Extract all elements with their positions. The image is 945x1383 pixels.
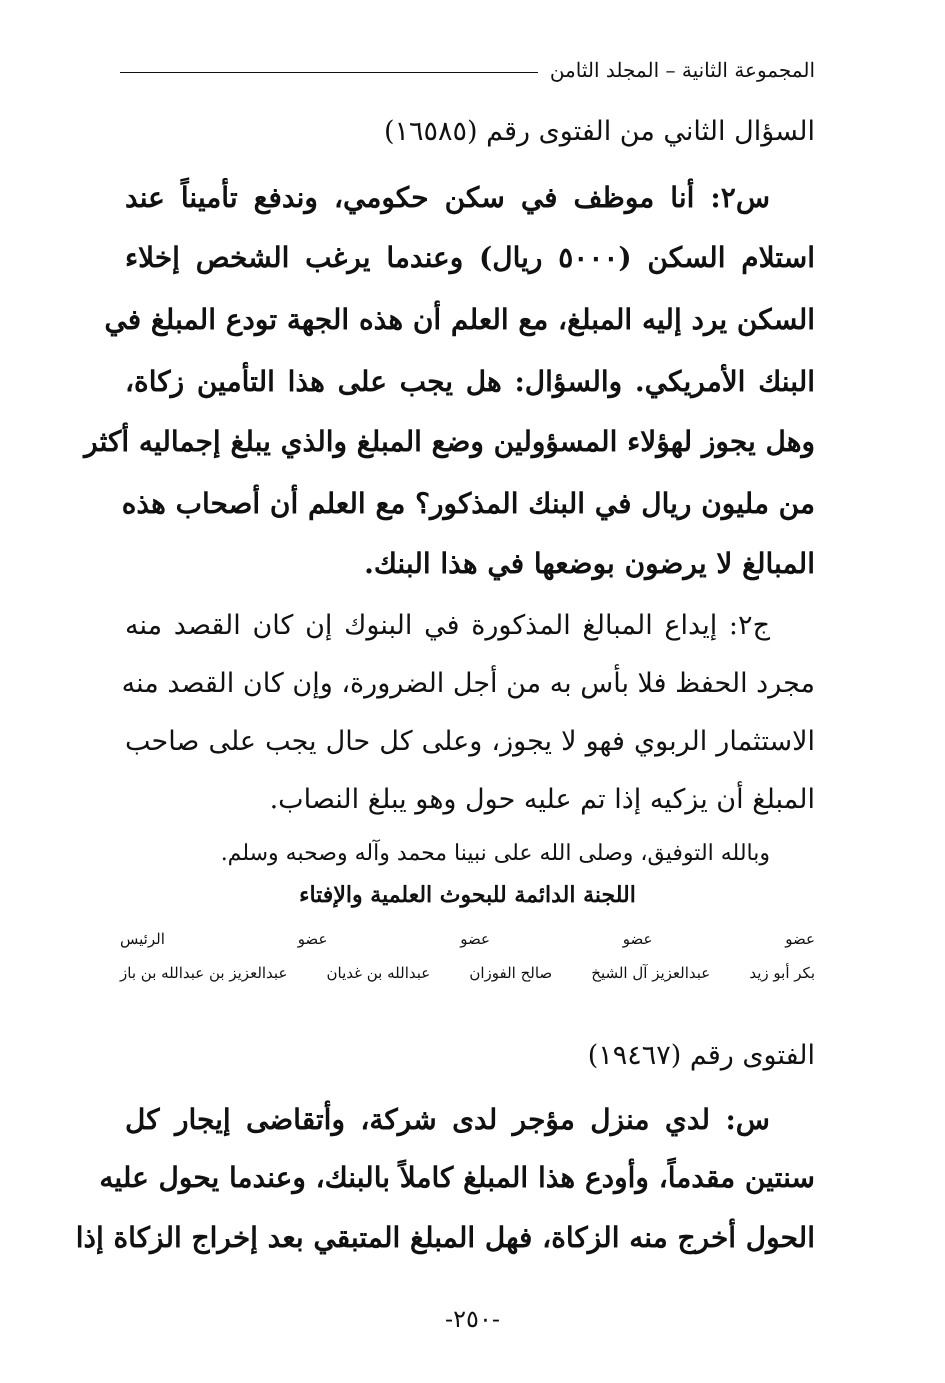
page-number: -٢٥٠- <box>445 1305 500 1333</box>
question-line: السكن يرد إليه المبلغ، مع العلم أن هذه الجهة تودع المبلغ في <box>104 303 815 336</box>
closing-line: وبالله التوفيق، وصلى الله على نبينا محمد وآله وصحبه وسلم. <box>220 841 770 866</box>
question-line: س٢: أنا موظف في سكن حكومي، وندفع تأميناً عند <box>125 181 770 214</box>
question-line: البنك الأمريكي. والسؤال: هل يجب على هذا التأمين زكاة، <box>125 365 815 398</box>
answer-line: مجرد الحفظ فلا بأس به من أجل الضرورة، وإن كان القصد منه <box>121 668 815 699</box>
member-role: عضو <box>460 930 490 948</box>
member-role: عضو <box>785 930 815 948</box>
question-line: من مليون ريال في البنك المذكور؟ مع العلم أن أصحاب هذه <box>121 487 815 520</box>
answer-line: الاستثمار الربوي فهو لا يجوز، وعلى كل حال يجب على صاحب <box>125 726 815 757</box>
question-line: س: لدي منزل مؤجر لدى شركة، وأتقاضى إيجار كل <box>125 1103 770 1136</box>
member-role: عضو <box>622 930 653 948</box>
question-line: المبالغ لا يرضون بوضعها في هذا البنك. <box>364 547 815 580</box>
header-rule <box>120 72 538 73</box>
member-role: عضو <box>297 930 328 948</box>
answer-line: ج٢: إيداع المبالغ المذكورة في البنوك إن كان القصد منه <box>125 610 770 641</box>
fatwa1-heading: السؤال الثاني من الفتوى رقم (١٦٥٨٥) <box>383 116 815 147</box>
member-roles <box>120 930 815 948</box>
header-title: المجموعة الثانية – المجلد الثامن <box>549 58 815 82</box>
member-name: عبدالعزيز بن عبدالله بن باز <box>120 964 288 982</box>
question-line: وهل يجوز لهؤلاء المسؤولين وضع المبلغ والذي يبلغ إجماليه أكثر <box>84 425 815 458</box>
question-line: الحول أخرج منه الزكاة، فهل المبلغ المتبقي بعد إخراج الزكاة إذا <box>75 1221 815 1254</box>
member-name: صالح الفوزان <box>469 964 553 982</box>
member-name: عبدالعزيز آل الشيخ <box>591 964 711 982</box>
member-role: الرئيس <box>120 930 165 948</box>
answer-line: المبلغ أن يزكيه إذا تم عليه حول وهو يبلغ النصاب. <box>269 784 815 815</box>
question-line: سنتين مقدماً، وأودع هذا المبلغ كاملاً بالبنك، وعندما يحول عليه <box>99 1161 815 1194</box>
fatwa2-heading: الفتوى رقم (١٩٤٦٧) <box>587 1040 815 1071</box>
running-header <box>120 58 815 82</box>
member-names <box>120 964 815 982</box>
member-name: عبدالله بن غديان <box>326 964 431 982</box>
member-name: بكر أبو زيد <box>749 964 815 982</box>
committee-name: اللجنة الدائمة للبحوث العلمية والإفتاء <box>299 882 636 908</box>
question-line: استلام السكن (٥٠٠٠ ريال) وعندما يرغب الشخص إخلاء <box>125 241 815 274</box>
